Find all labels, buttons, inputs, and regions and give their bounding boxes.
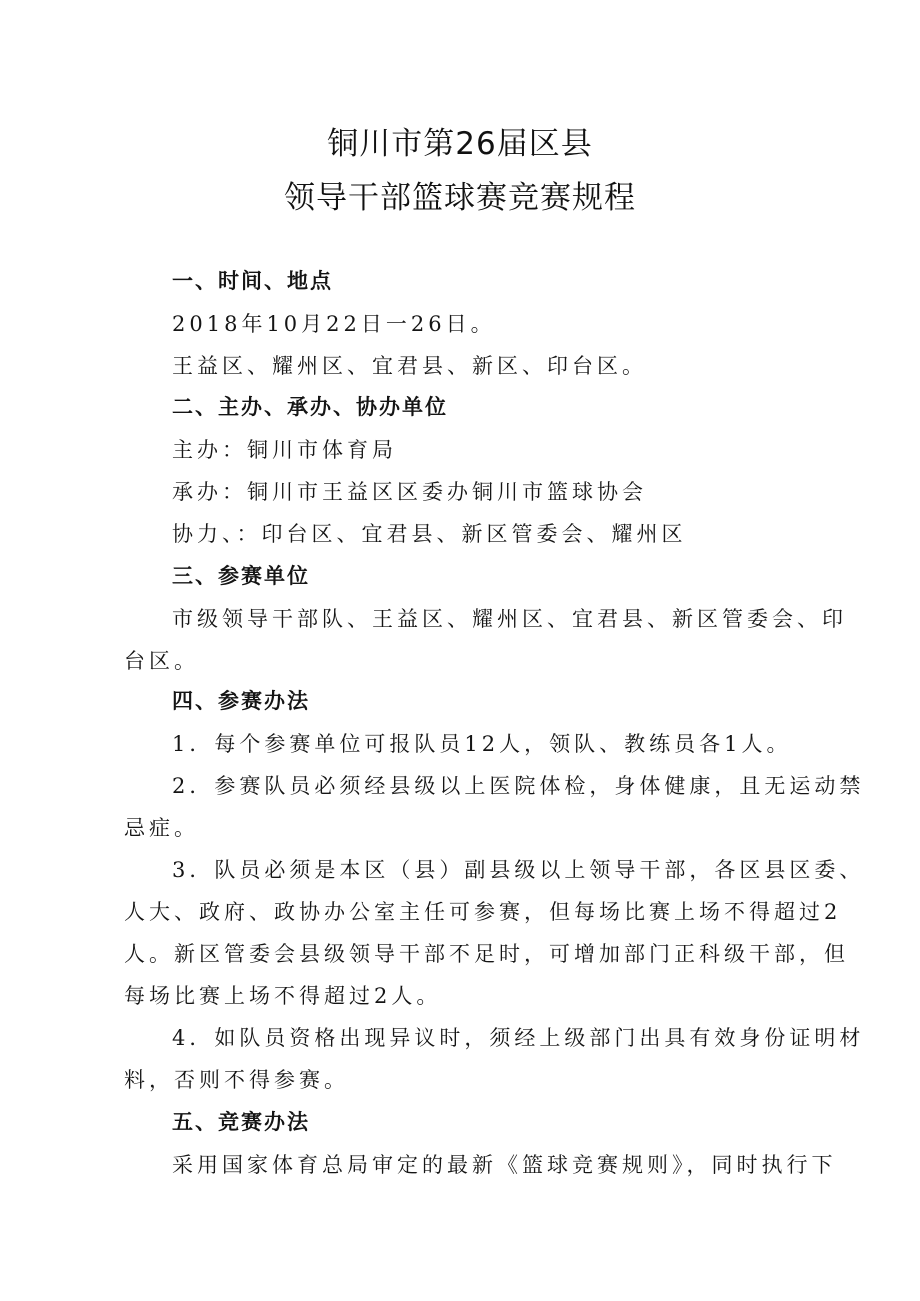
section-heading: 四、参赛办法 — [172, 689, 310, 713]
paragraph-line: 每场比赛上场不得超过2人。 — [124, 984, 442, 1008]
paragraph-line: 忌症。 — [124, 816, 199, 840]
paragraph-line: 4．如队员资格出现异议时，须经上级部门出具有效身份证明材 — [172, 1026, 865, 1050]
paragraph-line: 王益区、耀州区、宜君县、新区、印台区。 — [172, 354, 647, 378]
paragraph-line: 1．每个参赛单位可报队员12人，领队、教练员各1人。 — [172, 732, 792, 756]
paragraph-line: 采用国家体育总局审定的最新《篮球竞赛规则》，同时执行下 — [172, 1153, 837, 1177]
paragraph-line: 人。新区管委会县级领导干部不足时，可增加部门正科级干部，但 — [124, 942, 849, 966]
document-title-line-1: 铜川市第26届区县 — [327, 126, 593, 162]
paragraph-line: 人大、政府、政协办公室主任可参赛，但每场比赛上场不得超过2 — [124, 900, 842, 924]
paragraph-line: 2．参赛队员必须经县级以上医院体检，身体健康，且无运动禁 — [172, 774, 865, 798]
paragraph-line: 协力、：印台区、宜君县、新区管委会、耀州区 — [172, 522, 687, 546]
paragraph-line: 主办：铜川市体育局 — [172, 438, 397, 462]
paragraph-line: 2018年10月22日一26日。 — [172, 312, 496, 336]
paragraph-line: 3．队员必须是本区（县）副县级以上领导干部，各区县区委、 — [172, 858, 865, 882]
section-heading: 五、竞赛办法 — [172, 1110, 310, 1134]
paragraph-line: 料，否则不得参赛。 — [124, 1068, 349, 1092]
paragraph-line: 市级领导干部队、王益区、耀州区、宜君县、新区管委会、印 — [172, 607, 847, 631]
paragraph-line: 台区。 — [124, 649, 199, 673]
section-heading: 一、时间、地点 — [172, 269, 333, 293]
paragraph-line: 承办：铜川市王益区区委办铜川市篮球协会 — [172, 480, 647, 504]
section-heading: 二、主办、承办、协办单位 — [172, 395, 448, 419]
section-heading: 三、参赛单位 — [172, 564, 310, 588]
document-title-line-2: 领导干部篮球赛竞赛规程 — [284, 180, 636, 216]
